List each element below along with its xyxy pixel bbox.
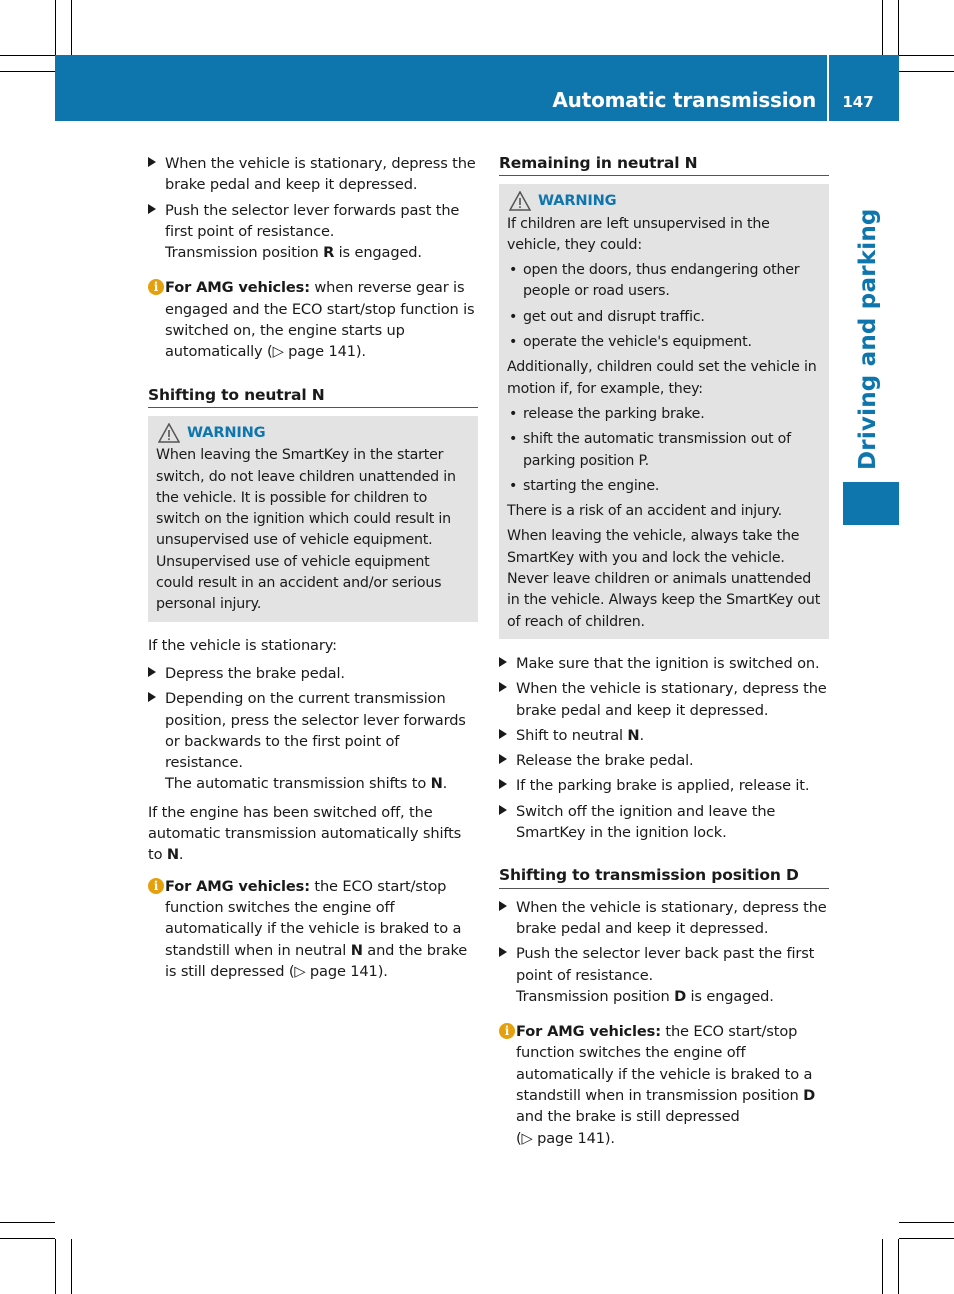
warning-box: [499, 184, 829, 639]
page-header: [55, 55, 899, 121]
crop-mark: [0, 55, 55, 56]
warning-header: WARNING: [156, 422, 470, 443]
info-icon: i: [148, 878, 164, 894]
warning-box: [148, 416, 478, 622]
instruction-step: When the vehicle is stationary, depress the brake pedal and keep it depressed.: [499, 897, 829, 940]
step-arrow-icon: [148, 692, 156, 702]
instruction-step: When the vehicle is stationary, depress the brake pedal and keep it depressed.: [148, 153, 478, 196]
step-arrow-icon: [499, 754, 507, 764]
warning-bullet: • release the parking brake.: [507, 404, 821, 425]
crop-mark: [0, 1238, 55, 1239]
warning-text: When leaving the vehicle, always take the SmartKey with you and lock the vehicle. Never leave children or animals unattended in the vehicle. Always keep the SmartKey out of reach of children.: [507, 528, 821, 630]
step-arrow-icon: [499, 901, 507, 911]
paragraph: If the vehicle is stationary:: [148, 636, 337, 654]
crop-mark: [55, 0, 56, 55]
warning-bullet: • open the doors, thus endangering other people or road users.: [507, 260, 821, 303]
crop-mark: [71, 1239, 72, 1294]
crop-mark: [0, 71, 55, 72]
warning-bullet: • get out and disrupt traffic.: [507, 307, 821, 328]
info-icon: i: [148, 279, 164, 295]
warning-bullet: • starting the engine.: [507, 476, 821, 497]
step-arrow-icon: [148, 157, 156, 167]
warning-bullet: • shift the automatic transmission out of parking position P.: [507, 429, 821, 472]
warning-text: If children are left unsupervised in the vehicle, they could:: [507, 215, 770, 253]
crop-mark: [898, 1239, 899, 1294]
crop-mark: [898, 0, 899, 55]
step-arrow-icon: [499, 947, 507, 957]
warning-header: WARNING: [507, 190, 821, 211]
left-column: [148, 153, 478, 982]
step-arrow-icon: [499, 682, 507, 692]
section-title: Automatic transmission: [552, 88, 816, 112]
crop-mark: [882, 1239, 883, 1294]
crop-mark: [71, 0, 72, 55]
paragraph: If the engine has been switched off, the automatic transmission automatically shifts to N.: [148, 803, 462, 864]
info-note: i For AMG vehicles: when reverse gear is engaged and the ECO start/stop function is switched on, the engine starts up automatically (▷ page 141).: [148, 277, 478, 362]
warning-text: There is a risk of an accident and injury.: [507, 503, 782, 520]
warning-triangle-icon: [158, 423, 180, 443]
info-note: i For AMG vehicles: the ECO start/stop function switches the engine off automatically if the vehicle is braked to a standstill when in neutral N and the brake is still depressed (▷ page 141).: [148, 876, 478, 982]
instruction-step: Depress the brake pedal.: [148, 663, 478, 684]
step-arrow-icon: [148, 204, 156, 214]
warning-text: Unsupervised use of vehicle equipment could result in an accident and/or serious personal injury.: [156, 553, 442, 613]
crop-mark: [899, 1238, 954, 1239]
step-result: Transmission position R is engaged.: [165, 244, 422, 262]
instruction-step: If the parking brake is applied, release it.: [499, 775, 829, 796]
instruction-step: Release the brake pedal.: [499, 750, 829, 771]
section-heading: Shifting to neutral N: [148, 385, 478, 408]
instruction-step: When the vehicle is stationary, depress the brake pedal and keep it depressed.: [499, 678, 829, 721]
section-heading: Shifting to transmission position D: [499, 865, 829, 888]
crop-mark: [882, 0, 883, 55]
instruction-step: Push the selector lever back past the first point of resistance. Transmission position D is engaged.: [499, 943, 829, 1007]
crop-mark: [55, 1239, 56, 1294]
crop-mark: [0, 1222, 55, 1223]
step-arrow-icon: [499, 657, 507, 667]
warning-triangle-icon: [509, 191, 531, 211]
step-arrow-icon: [499, 729, 507, 739]
chapter-tab-label: Driving and parking: [855, 208, 881, 470]
right-column: [499, 153, 829, 1149]
crop-mark: [899, 71, 954, 72]
crop-mark: [899, 1222, 954, 1223]
instruction-step: Shift to neutral N.: [499, 725, 829, 746]
instruction-step: Push the selector lever forwards past the first point of resistance. Transmission position R is engaged.: [148, 200, 478, 264]
warning-bullet: • operate the vehicle's equipment.: [507, 332, 821, 353]
page-number: 147: [842, 93, 874, 111]
section-heading: Remaining in neutral N: [499, 153, 829, 176]
instruction-step: Make sure that the ignition is switched on.: [499, 653, 829, 674]
chapter-tab-marker: [843, 482, 899, 525]
step-arrow-icon: [499, 779, 507, 789]
header-divider: [827, 55, 829, 121]
step-arrow-icon: [148, 667, 156, 677]
warning-text: Additionally, children could set the vehicle in motion if, for example, they:: [507, 359, 817, 397]
instruction-step: Depending on the current transmission position, press the selector lever forwards or backwards to the first point of resistance. The automatic transmission shifts to N.: [148, 688, 478, 794]
info-note: i For AMG vehicles: the ECO start/stop function switches the engine off automatically if the vehicle is braked to a standstill when in transmission position D and the brake is still depressed (▷ page 141).: [499, 1021, 829, 1149]
warning-text: When leaving the SmartKey in the starter switch, do not leave children unattended in the vehicle. It is possible for children to switch on the ignition which could result in unsupervised use of vehicle equipment.: [156, 447, 456, 549]
step-result: The automatic transmission shifts to N.: [165, 775, 448, 793]
crop-mark: [899, 55, 954, 56]
step-arrow-icon: [499, 805, 507, 815]
step-result: Transmission position D is engaged.: [516, 987, 774, 1005]
instruction-step: Switch off the ignition and leave the SmartKey in the ignition lock.: [499, 801, 829, 844]
info-icon: i: [499, 1023, 515, 1039]
